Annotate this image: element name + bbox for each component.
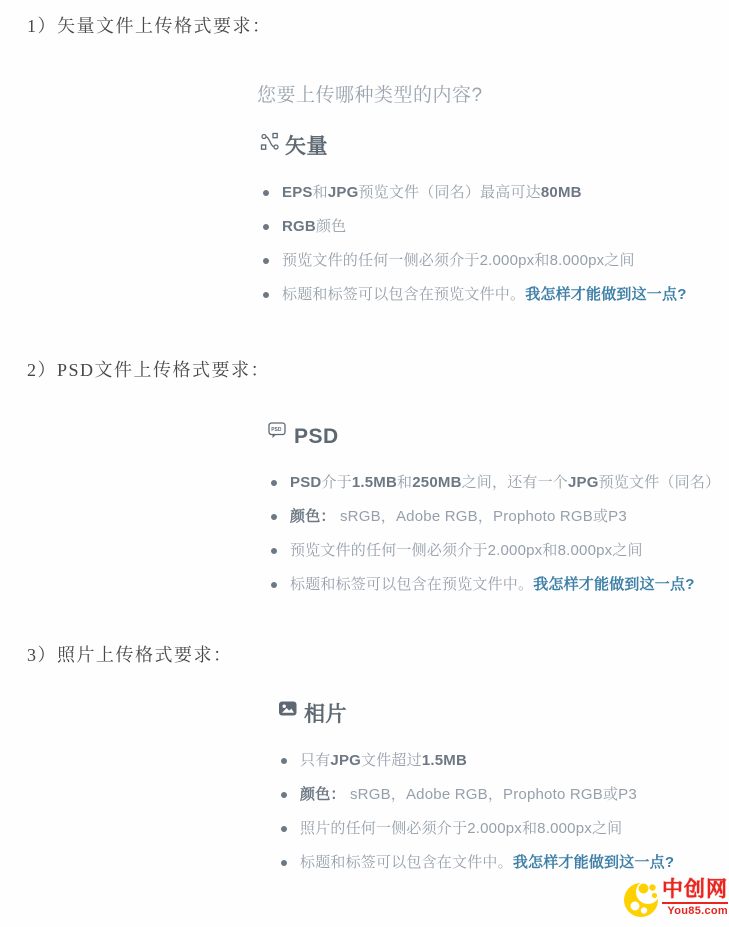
vector-nodes-icon	[260, 132, 280, 152]
requirement-item	[260, 284, 720, 305]
bullet-dot	[263, 292, 269, 298]
vector-card-title-row	[260, 134, 720, 166]
requirement-item	[278, 750, 729, 771]
bullet-dot	[281, 758, 287, 764]
psd-card-title-row	[268, 424, 728, 456]
emphasis-text: EPS	[282, 184, 313, 201]
how-to-do-this-link[interactable]: 我怎样才能做到这一点?	[533, 576, 695, 593]
bullet-dot	[263, 258, 269, 264]
bullet-dot	[271, 582, 277, 588]
bullet-dot	[271, 514, 277, 520]
emphasis-text: 颜色：	[300, 786, 346, 803]
requirement-text	[290, 506, 627, 527]
emphasis-text: 1.5MB	[351, 474, 398, 491]
requirement-text	[300, 852, 674, 873]
section-3-heading: 3）照片上传格式要求：	[27, 645, 233, 665]
plain-text: sRGB，Adobe RGB，Prophoto RGB或P3	[335, 508, 627, 525]
section-1-heading: 1）矢量文件上传格式要求：	[27, 16, 272, 36]
emphasis-text: 颜色：	[290, 508, 336, 525]
bullet-dot	[263, 224, 269, 230]
requirement-item	[278, 818, 729, 839]
plain-text: sRGB，Adobe RGB，Prophoto RGB或P3	[345, 786, 637, 803]
requirement-item	[268, 574, 728, 595]
requirement-text	[300, 784, 637, 805]
requirement-list	[278, 750, 729, 873]
requirement-list	[260, 182, 720, 305]
watermark-site-name: 中创网	[662, 879, 728, 904]
requirement-item	[260, 250, 720, 271]
site-watermark	[622, 874, 728, 922]
emphasis-text: PSD	[290, 474, 322, 491]
plain-text: 标题和标签可以包含在文件中。	[300, 854, 513, 871]
emphasis-text: JPG	[330, 752, 362, 769]
watermark-site-domain: You85.com	[667, 905, 728, 917]
requirement-text	[290, 472, 720, 493]
requirement-text	[282, 182, 582, 203]
emphasis-text: 1.5MB	[421, 752, 468, 769]
psd-card-title: PSD	[294, 425, 339, 448]
bullet-dot	[263, 190, 269, 196]
plain-text: 之间，还有一个	[461, 474, 569, 491]
emphasis-text: JPG	[568, 474, 599, 491]
emphasis-text: 80MB	[540, 184, 582, 201]
photo-card-title-row	[278, 702, 729, 734]
requirement-text	[290, 540, 643, 561]
svg-text:PSD: PSD	[271, 427, 282, 433]
photo-icon	[278, 700, 299, 718]
plain-text: 照片的任何一侧必须介于2.000px和8.000px之间	[300, 820, 623, 837]
bullet-dot	[281, 826, 287, 832]
emphasis-text: 250MB	[412, 474, 462, 491]
bullet-dot	[271, 480, 277, 486]
upload-type-question: 您要上传哪种类型的内容?	[257, 85, 483, 106]
plain-text: 标题和标签可以包含在预览文件中。	[290, 576, 534, 593]
plain-text: 介于	[321, 474, 352, 491]
requirement-text	[282, 216, 346, 237]
requirement-item	[278, 784, 729, 805]
plain-text: 和	[312, 184, 328, 201]
plain-text: 预览文件的任何一侧必须介于2.000px和8.000px之间	[282, 252, 635, 269]
plain-text: 和	[397, 474, 413, 491]
plain-text: 预览文件（同名）最高可达	[358, 184, 541, 201]
plain-text: 预览文件（同名）	[598, 474, 721, 491]
requirement-text	[282, 284, 687, 305]
requirement-text	[300, 750, 467, 771]
photo-requirements-card	[278, 702, 729, 886]
section-2-heading: 2）PSD文件上传格式要求：	[27, 360, 271, 380]
requirement-text	[290, 574, 695, 595]
how-to-do-this-link[interactable]: 我怎样才能做到这一点?	[525, 286, 687, 303]
watermark-text	[662, 879, 728, 917]
requirement-text	[300, 818, 622, 839]
requirement-item	[260, 216, 720, 237]
psd-file-icon	[268, 422, 289, 440]
vector-card-title: 矢量	[285, 135, 328, 158]
plain-text: 颜色	[315, 218, 347, 235]
plain-text: 文件超过	[361, 752, 422, 769]
emphasis-text: JPG	[327, 184, 359, 201]
requirement-item	[268, 540, 728, 561]
requirement-item	[268, 506, 728, 527]
emphasis-text: RGB	[282, 218, 316, 235]
requirement-list	[268, 472, 728, 595]
bullet-dot	[281, 860, 287, 866]
requirement-item	[278, 852, 729, 873]
plain-text: 预览文件的任何一侧必须介于2.000px和8.000px之间	[290, 542, 643, 559]
bullet-dot	[281, 792, 287, 798]
bullet-dot	[271, 548, 277, 554]
requirement-item	[260, 182, 720, 203]
vector-requirements-card	[260, 134, 720, 318]
photo-card-title: 相片	[304, 703, 347, 726]
requirement-item	[268, 472, 728, 493]
plain-text: 只有	[300, 752, 331, 769]
requirement-text	[282, 250, 635, 271]
plain-text: 标题和标签可以包含在预览文件中。	[282, 286, 526, 303]
psd-requirements-card	[268, 424, 728, 608]
how-to-do-this-link[interactable]: 我怎样才能做到这一点?	[512, 854, 675, 871]
